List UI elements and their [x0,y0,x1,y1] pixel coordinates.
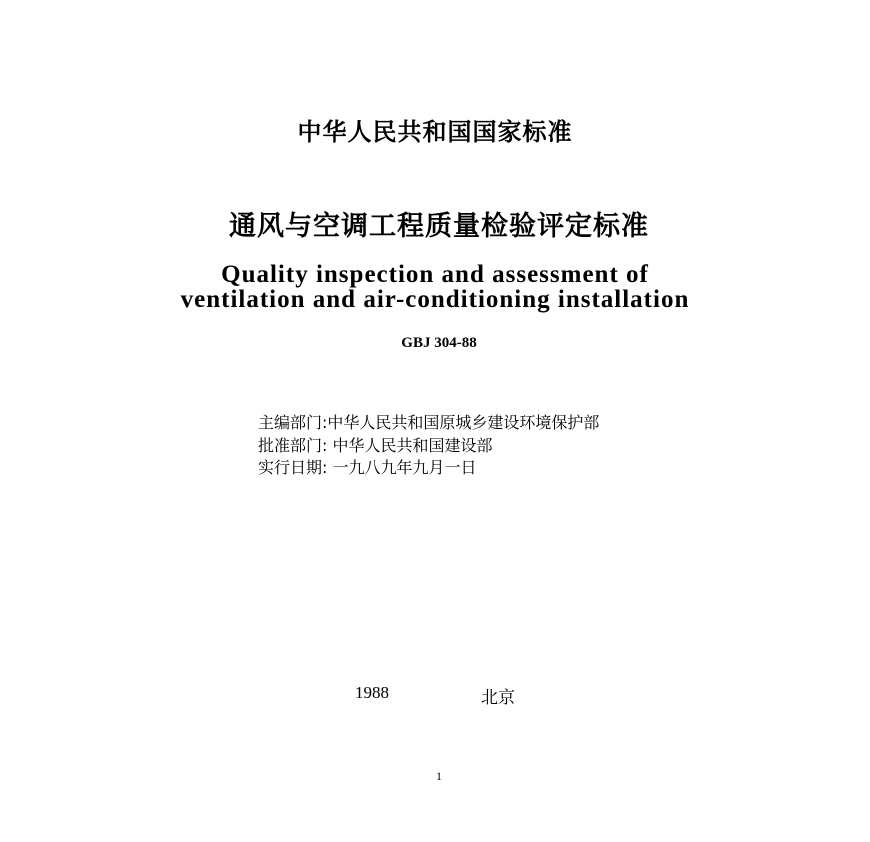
approver-label: 批准部门: [258,436,328,455]
approver-value: 中华人民共和国建设部 [327,436,493,455]
publication-city: 北京 [481,688,515,708]
editor-label: 主编部门: [258,413,328,432]
chinese-title: 通风与空调工程质量检验评定标准 [229,211,649,242]
page-number: 1 [436,769,442,783]
standard-code: GBJ 304-88 [401,335,477,351]
date-label: 实行日期: [258,458,328,477]
publication-year: 1988 [355,683,389,702]
english-title-line-2: ventilation and air-conditioning installation [180,286,690,313]
meta-approver-row [258,435,493,456]
english-title-line-1: Quality inspection and assessment of [221,261,649,288]
editor-value: 中华人民共和国原城乡建设环境保护部 [327,413,600,432]
meta-date-row [258,457,477,478]
meta-editor-row [258,412,599,433]
date-value: 一九八九年九月一日 [327,458,477,477]
national-standard-heading: 中华人民共和国国家标准 [297,118,573,146]
